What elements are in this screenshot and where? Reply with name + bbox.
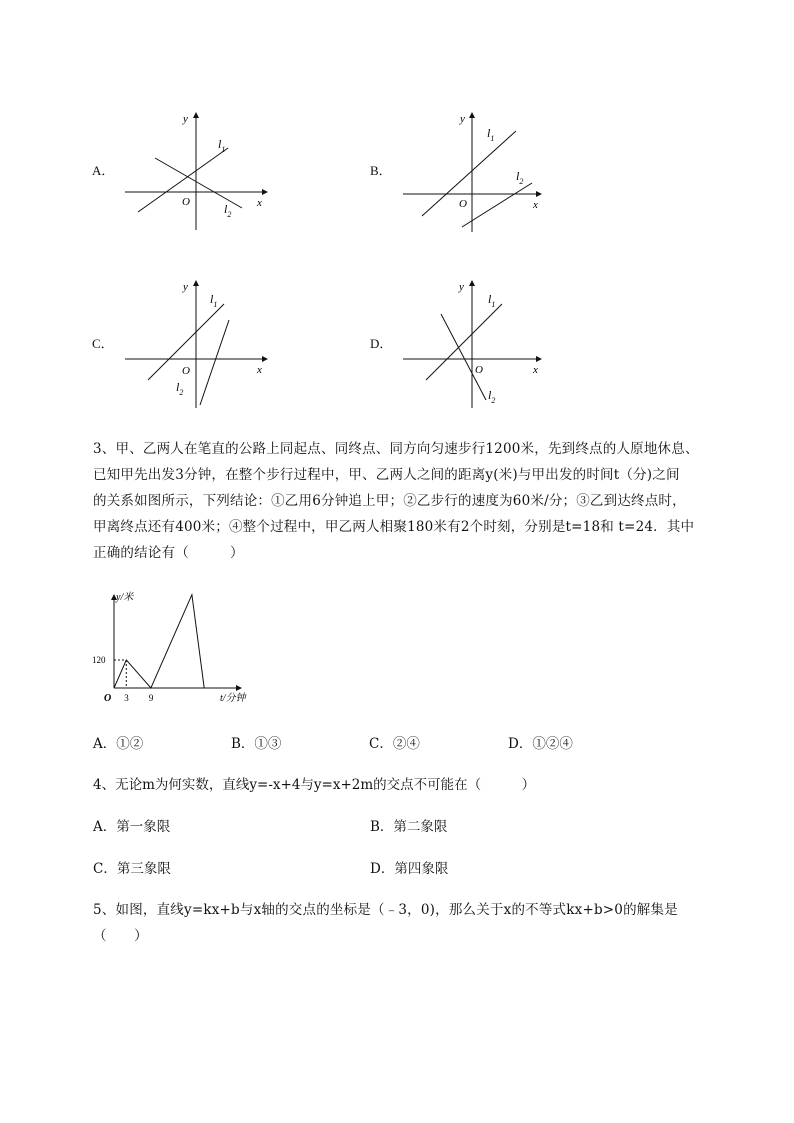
l2-label: $l_2$: [224, 202, 232, 219]
option-c-label: C．: [92, 336, 114, 351]
chart-x-arrow: [236, 685, 242, 691]
chart-tick-x-9: 9: [148, 693, 154, 703]
svg-text:l2: $l_2$: [488, 388, 496, 405]
q4-option-b: B．第二象限: [370, 819, 448, 835]
origin-label: O: [182, 196, 190, 208]
q3-option-a: A．①②: [93, 736, 144, 752]
chart-tick-x-3: 3: [124, 693, 129, 703]
svg-text:O: O: [459, 198, 467, 210]
y-axis-arrow: [193, 112, 199, 118]
l1-label: $l_1$: [218, 137, 226, 154]
chart-y-label: y/米: [116, 592, 134, 603]
x-label: x: [257, 197, 262, 209]
svg-text:x: x: [533, 364, 538, 376]
chart-x-label: t/分钟: [220, 693, 246, 704]
option-d-label: D．: [370, 336, 393, 351]
q4-option-d: D．第四象限: [370, 861, 449, 877]
svg-text:x: x: [533, 199, 538, 211]
svg-text:O: O: [182, 365, 190, 377]
q5-line-1: 5、如图，直线y=kx+b与x轴的交点的坐标是（﹣3，0)，那么关于x的不等式kx+b>0的解集是: [93, 902, 678, 918]
svg-text:x: x: [257, 364, 262, 376]
option-b-graph: [398, 110, 548, 235]
series-distance-line: [114, 595, 204, 688]
svg-text:l2: $l_2$: [516, 169, 524, 186]
svg-text:y: y: [460, 113, 465, 125]
q3-option-c: C．②④: [369, 736, 420, 752]
q3-option-b: B．①③: [231, 736, 282, 752]
svg-text:O: O: [475, 364, 483, 376]
q5-line-2: （ ）: [93, 928, 148, 944]
q3-line-5: 正确的结论有（ ）: [93, 545, 244, 561]
q3-line-4: 甲离终点还有400米；④整个过程中，甲乙两人相聚180米有2个时刻，分别是t=18和 t=24．其中: [93, 519, 695, 535]
question-3: [93, 436, 743, 566]
svg-text:l1: $l_1$: [487, 126, 495, 143]
svg-text:l1: $l_1$: [488, 292, 496, 309]
x-axis-arrow: [262, 189, 268, 195]
option-c-graph: [120, 278, 270, 413]
q4-option-c: C．第三象限: [93, 861, 171, 877]
question-5: [93, 897, 743, 949]
option-d-graph: [398, 278, 548, 413]
q3-option-d: D．①②④: [508, 736, 573, 752]
svg-text:l1: $l_1$: [210, 292, 218, 309]
svg-text:y: y: [183, 281, 188, 293]
svg-text:y: y: [459, 281, 464, 293]
y-label: y: [183, 113, 188, 125]
chart-tick-y-120: 120: [92, 655, 106, 665]
line-l2: [155, 158, 242, 208]
option-a-graph: [120, 110, 270, 235]
question-4: 4、无论m为何实数，直线y=-x+4与y=x+2m的交点不可能在（ ）: [93, 777, 536, 793]
q3-line-3: 的关系如图所示，下列结论：①乙用6分钟追上甲；②乙步行的速度为60米/分；③乙到达终点时，: [93, 493, 686, 509]
option-b-label: B．: [370, 163, 392, 178]
svg-text:l2: $l_2$: [176, 380, 184, 397]
q3-line-1: 3、甲、乙两人在笔直的公路上同起点、同终点、同方向匀速步行1200米，先到终点的人原地休息、: [93, 441, 699, 457]
q3-distance-chart: [90, 588, 260, 708]
option-a-label: A．: [92, 163, 115, 178]
q3-line-2: 已知甲先出发3分钟，在整个步行过程中，甲、乙两人之间的距离y(米)与甲出发的时间t（分)之间: [93, 467, 680, 483]
chart-origin-label: O: [104, 693, 112, 704]
q4-option-a: A．第一象限: [93, 819, 171, 835]
